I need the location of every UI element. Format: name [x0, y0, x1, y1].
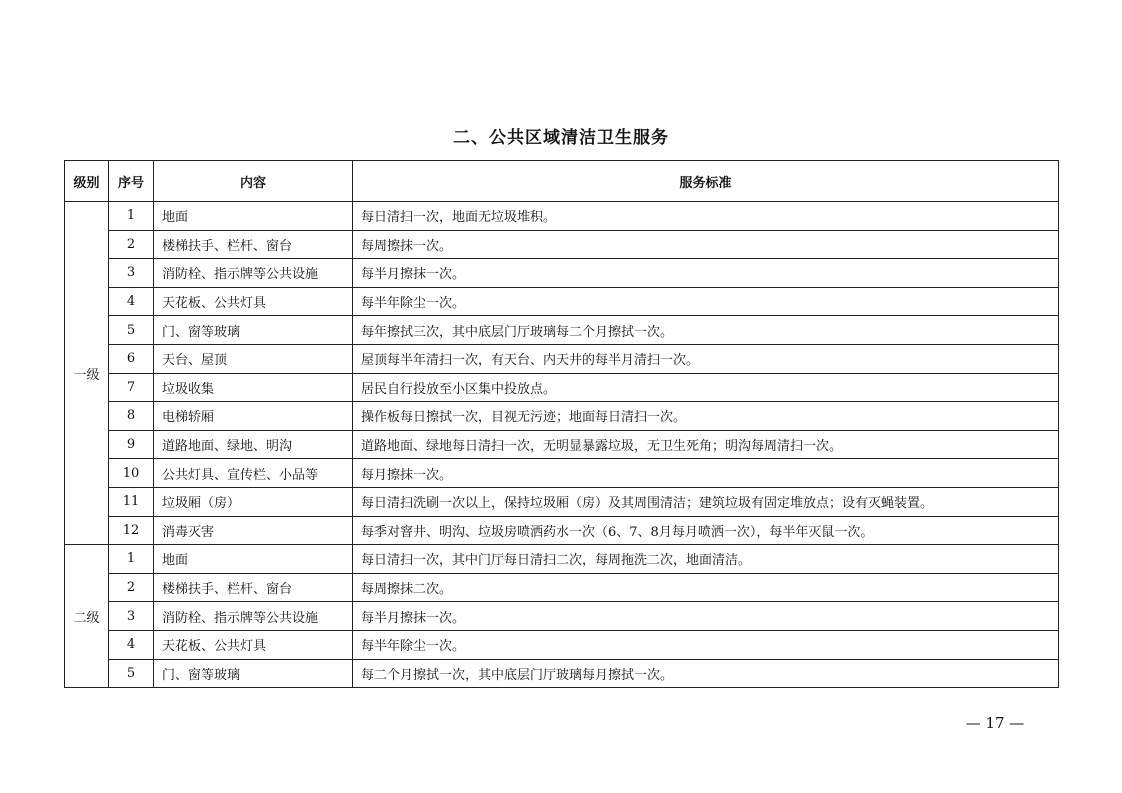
service-standard-table-container — [64, 160, 1059, 688]
content-cell: 天花板、公共灯具 — [154, 630, 353, 659]
seq-cell: 12 — [109, 516, 154, 545]
content-cell: 地面 — [154, 545, 353, 574]
seq-cell: 1 — [109, 545, 154, 574]
seq-cell: 3 — [109, 259, 154, 288]
content-cell: 道路地面、绿地、明沟 — [154, 430, 353, 459]
table-header-row — [65, 161, 1059, 202]
seq-cell: 2 — [109, 230, 154, 259]
header-standard: 服务标准 — [353, 161, 1059, 202]
header-level: 级别 — [65, 161, 109, 202]
service-standard-table — [64, 160, 1059, 688]
standard-cell: 每半年除尘一次。 — [353, 287, 1059, 316]
standard-cell: 每半月擦抹一次。 — [353, 602, 1059, 631]
content-cell: 垃圾厢（房） — [154, 487, 353, 516]
table-row — [65, 287, 1059, 316]
table-row — [65, 659, 1059, 688]
table-row — [65, 402, 1059, 431]
table-row — [65, 316, 1059, 345]
seq-cell: 8 — [109, 402, 154, 431]
page-number: — 17 — — [965, 714, 1025, 732]
seq-cell: 7 — [109, 373, 154, 402]
table-row — [65, 516, 1059, 545]
standard-cell: 每日清扫一次，地面无垃圾堆积。 — [353, 202, 1059, 231]
content-cell: 天花板、公共灯具 — [154, 287, 353, 316]
table-row — [65, 630, 1059, 659]
level-cell: 一级 — [65, 202, 109, 545]
seq-cell: 10 — [109, 459, 154, 488]
content-cell: 消毒灭害 — [154, 516, 353, 545]
content-cell: 垃圾收集 — [154, 373, 353, 402]
content-cell: 门、窗等玻璃 — [154, 316, 353, 345]
table-row — [65, 459, 1059, 488]
content-cell: 天台、屋顶 — [154, 344, 353, 373]
table-body — [65, 202, 1059, 688]
table-row — [65, 545, 1059, 574]
table-row — [65, 202, 1059, 231]
standard-cell: 每日清扫洗刷一次以上，保持垃圾厢（房）及其周围清洁；建筑垃圾有固定堆放点；设有灭蝇装置。 — [353, 487, 1059, 516]
header-seq: 序号 — [109, 161, 154, 202]
content-cell: 地面 — [154, 202, 353, 231]
seq-cell: 4 — [109, 630, 154, 659]
table-row — [65, 602, 1059, 631]
seq-cell: 11 — [109, 487, 154, 516]
standard-cell: 每日清扫一次，其中门厅每日清扫二次，每周拖洗二次，地面清洁。 — [353, 545, 1059, 574]
standard-cell: 操作板每日擦拭一次，目视无污迹；地面每日清扫一次。 — [353, 402, 1059, 431]
table-row — [65, 430, 1059, 459]
seq-cell: 5 — [109, 659, 154, 688]
standard-cell: 每月擦抹一次。 — [353, 459, 1059, 488]
content-cell: 门、窗等玻璃 — [154, 659, 353, 688]
seq-cell: 5 — [109, 316, 154, 345]
seq-cell: 6 — [109, 344, 154, 373]
table-row — [65, 344, 1059, 373]
standard-cell: 每周擦抹二次。 — [353, 573, 1059, 602]
seq-cell: 1 — [109, 202, 154, 231]
seq-cell: 3 — [109, 602, 154, 631]
content-cell: 楼梯扶手、栏杆、窗台 — [154, 230, 353, 259]
standard-cell: 每二个月擦拭一次，其中底层门厅玻璃每月擦拭一次。 — [353, 659, 1059, 688]
content-cell: 消防栓、指示牌等公共设施 — [154, 259, 353, 288]
header-content: 内容 — [154, 161, 353, 202]
standard-cell: 道路地面、绿地每日清扫一次，无明显暴露垃圾，无卫生死角；明沟每周清扫一次。 — [353, 430, 1059, 459]
content-cell: 楼梯扶手、栏杆、窗台 — [154, 573, 353, 602]
standard-cell: 居民自行投放至小区集中投放点。 — [353, 373, 1059, 402]
table-row — [65, 487, 1059, 516]
level-cell: 二级 — [65, 545, 109, 688]
table-row — [65, 573, 1059, 602]
table-row — [65, 230, 1059, 259]
standard-cell: 每半月擦抹一次。 — [353, 259, 1059, 288]
standard-cell: 屋顶每半年清扫一次，有天台、内天井的每半月清扫一次。 — [353, 344, 1059, 373]
standard-cell: 每季对窨井、明沟、垃圾房喷洒药水一次（6、7、8月每月喷洒一次），每半年灭鼠一次。 — [353, 516, 1059, 545]
seq-cell: 9 — [109, 430, 154, 459]
content-cell: 消防栓、指示牌等公共设施 — [154, 602, 353, 631]
document-title: 二、公共区域清洁卫生服务 — [453, 128, 669, 148]
standard-cell: 每周擦抹一次。 — [353, 230, 1059, 259]
table-row — [65, 259, 1059, 288]
seq-cell: 2 — [109, 573, 154, 602]
table-row — [65, 373, 1059, 402]
seq-cell: 4 — [109, 287, 154, 316]
content-cell: 电梯轿厢 — [154, 402, 353, 431]
content-cell: 公共灯具、宣传栏、小品等 — [154, 459, 353, 488]
standard-cell: 每半年除尘一次。 — [353, 630, 1059, 659]
standard-cell: 每年擦拭三次，其中底层门厅玻璃每二个月擦拭一次。 — [353, 316, 1059, 345]
